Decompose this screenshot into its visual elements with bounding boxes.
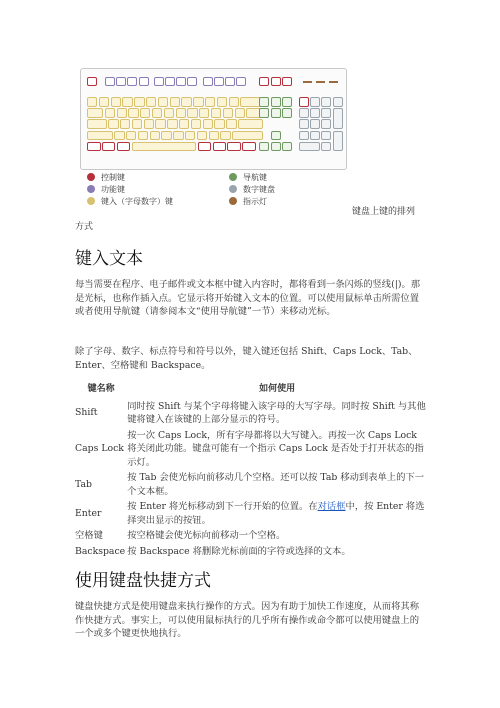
function-key (203, 77, 213, 86)
table-row (75, 499, 427, 528)
section-heading-typing: 键入文本 (75, 249, 143, 269)
typing-key (87, 119, 107, 129)
numpad-key (310, 131, 320, 141)
key-name-cell: Tab (75, 478, 92, 490)
typing-key (205, 97, 215, 107)
function-key (116, 77, 126, 86)
typing-key (167, 119, 177, 129)
table-row (75, 428, 427, 471)
key-name-cell: Caps Lock (75, 443, 124, 454)
shortcuts-paragraph-1: 键盘快捷方式是使用键盘来执行操作的方式。因为有助于加快工作速度，从而将其称作快捷方式。事实上，可以使用鼠标执行的几乎所有操作或命令都可以使用键盘上的一个或多个键更快地执行。 (75, 601, 419, 639)
legend-label-function: 功能键 (101, 185, 125, 194)
typing-key (158, 97, 168, 107)
typing-key (164, 108, 174, 118)
section-heading-shortcuts: 使用键盘快捷方式 (75, 571, 211, 591)
function-key (236, 77, 246, 86)
typing-key (111, 97, 121, 107)
typing-key (87, 97, 97, 107)
numpad-key (333, 97, 343, 107)
control-key (102, 142, 116, 152)
figure-caption-line2: 方式 (75, 222, 94, 232)
indicator-light (303, 81, 312, 83)
control-key (198, 142, 212, 152)
key-use-cell (127, 499, 427, 528)
control-key (213, 142, 227, 152)
typing-key (229, 97, 239, 107)
typing-key (138, 131, 148, 141)
navigation-key (259, 97, 269, 107)
typing-key (226, 119, 236, 129)
numpad-key (310, 97, 320, 107)
numpad-zero-key (299, 142, 320, 152)
typing-key (179, 119, 189, 129)
dialog-box-link[interactable]: 对话框 (317, 501, 346, 512)
spacebar-key (132, 142, 196, 152)
legend-label-numpad: 数字键盘 (243, 185, 275, 194)
typing-key (87, 131, 113, 141)
typing-key (108, 119, 118, 129)
numpad-key (321, 97, 331, 107)
legend-dot-control (87, 173, 95, 181)
typing-key (209, 131, 219, 141)
typing-key (105, 108, 115, 118)
navigation-key (271, 108, 281, 118)
figure-caption-line1: 键盘上键的排列 (352, 207, 416, 217)
control-key (227, 142, 241, 152)
arrow-key (271, 131, 281, 141)
typing-key (181, 97, 191, 107)
key-name-cell: Backspace (75, 545, 126, 557)
key-use-cell: 按一次 Caps Lock，所有字母都将以大写键入。再按一次 Caps Lock 将关闭此功能。键盘可能有一个指示 Caps Lock 是否处于打开状态的指示灯。 (127, 429, 424, 468)
numpad-key (299, 131, 309, 141)
table-row (75, 470, 427, 499)
legend-dot-indicator (229, 197, 237, 205)
typing-key (122, 97, 132, 107)
typing-key (203, 119, 213, 129)
typing-key (114, 131, 124, 141)
legend-dot-function (87, 185, 95, 193)
control-key (87, 142, 101, 152)
typing-key (132, 119, 142, 129)
navigation-key (259, 108, 269, 118)
key-use-cell: 按空格键会使光标向前移动一个空格。 (127, 530, 286, 541)
table-row (75, 399, 427, 428)
numpad-key (299, 97, 309, 107)
control-key (259, 77, 269, 86)
key-name-cell: Shift (75, 407, 98, 419)
typing-key (191, 119, 201, 129)
typing-key (120, 119, 130, 129)
table-header-row (75, 381, 427, 399)
numpad-key (321, 119, 331, 129)
numpad-key (321, 131, 331, 141)
keyboard-diagram (80, 68, 347, 170)
arrow-key (282, 142, 292, 152)
arrow-key (271, 142, 281, 152)
typing-key (199, 108, 209, 118)
legend-dot-typing (87, 197, 95, 205)
esc-key (87, 77, 97, 86)
typing-key (161, 131, 171, 141)
navigation-key (271, 97, 281, 107)
key-name-cell: Enter (75, 507, 102, 519)
function-key (187, 77, 197, 86)
typing-key (238, 119, 263, 129)
numpad-enter-key (333, 131, 343, 152)
typing-key (150, 131, 160, 141)
typing-key (128, 108, 138, 118)
key-use-text-after: 中，按 Enter 将选择突出显示的按钮。 (127, 501, 425, 526)
typing-keys-table (75, 381, 427, 559)
typing-key (187, 108, 197, 118)
typing-key (117, 108, 127, 118)
typing-key (232, 131, 262, 141)
table-row (75, 544, 427, 560)
typing-key (144, 119, 154, 129)
numpad-key (299, 108, 309, 118)
typing-key (217, 97, 227, 107)
function-key (139, 77, 149, 86)
legend-label-control: 控制键 (101, 173, 125, 182)
numpad-key (321, 108, 331, 118)
numpad-key (310, 119, 320, 129)
key-name-cell: 空格键 (75, 530, 103, 541)
typing-key (214, 119, 224, 129)
key-use-cell: 按 Tab 会使光标向前移动几个空格。还可以按 Tab 移动到表单上的下一个文本框。 (127, 472, 424, 497)
numpad-key (321, 142, 331, 152)
typing-key (99, 97, 109, 107)
indicator-light (329, 81, 338, 83)
typing-key (134, 97, 144, 107)
control-key (271, 77, 281, 86)
key-use-cell: 同时按 Shift 与某个字母将键入该字母的大写字母。同时按 Shift 与其他键将键入在该键的上部分显示的符号。 (127, 400, 426, 425)
key-use-text-before: 按 Enter 将光标移动到下一行开始的位置。在 (127, 501, 318, 512)
table-header-key: 键名称 (87, 384, 115, 394)
typing-key (155, 119, 165, 129)
numpad-key (310, 108, 320, 118)
typing-key (197, 131, 207, 141)
function-key (214, 77, 224, 86)
typing-key (211, 108, 221, 118)
control-key (282, 77, 292, 86)
typing-key (87, 108, 103, 118)
typing-key (185, 131, 195, 141)
function-key (176, 77, 186, 86)
typing-key (126, 131, 136, 141)
typing-paragraph-2: 除了字母、数字、标点符号和符号以外，键入键还包括 Shift、Caps Lock、Tab、Enter、空格键和 Backspace。 (75, 346, 418, 371)
typing-key (235, 108, 245, 118)
control-key (117, 142, 131, 152)
navigation-key (282, 97, 292, 107)
legend-dot-navigation (229, 173, 237, 181)
typing-key (146, 97, 156, 107)
control-key (242, 142, 256, 152)
typing-key (152, 108, 162, 118)
legend-label-navigation: 导航键 (243, 173, 267, 182)
table-header-use: 如何使用 (259, 384, 296, 394)
function-key (154, 77, 164, 86)
function-key (165, 77, 175, 86)
legend-label-indicator: 指示灯 (243, 197, 267, 206)
indicator-light (316, 81, 325, 83)
typing-paragraph-1: 每当需要在程序、电子邮件或文本框中键入内容时，都将看到一条闪烁的竖线(|)。那是光标，也称作插入点。它显示将开始键入文本的位置。可以使用鼠标单击所需位置或者使用导航键（请参阅本文“使用导航键”一节）来移动光标。 (75, 279, 421, 317)
numpad-key (299, 119, 309, 129)
typing-key (170, 97, 180, 107)
key-use-cell: 按 Backspace 将删除光标前面的字符或选择的文本。 (127, 545, 351, 557)
typing-key (173, 131, 183, 141)
typing-key (140, 108, 150, 118)
function-key (127, 77, 137, 86)
typing-key (176, 108, 186, 118)
typing-key (193, 97, 203, 107)
legend-label-typing: 键入（字母数字）键 (101, 197, 173, 206)
arrow-key (259, 142, 269, 152)
function-key (225, 77, 235, 86)
table-row (75, 528, 427, 544)
legend-dot-numpad (229, 185, 237, 193)
typing-key (223, 108, 233, 118)
typing-key (220, 131, 230, 141)
numpad-plus-key (333, 108, 343, 129)
function-key (105, 77, 115, 86)
navigation-key (282, 108, 292, 118)
